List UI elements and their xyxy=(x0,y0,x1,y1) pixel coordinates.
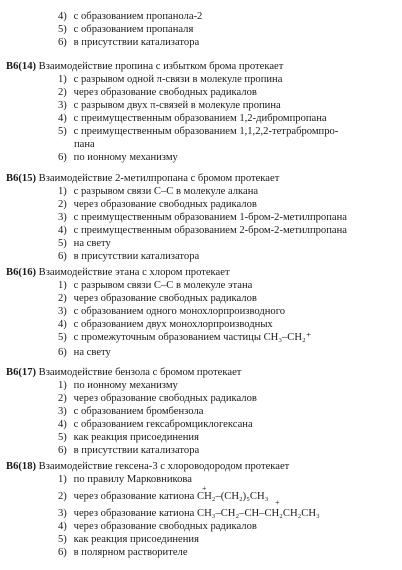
option: 4) с преимущественным образованием 1,2-дибромпропана xyxy=(58,113,327,124)
question-id: B6(18) xyxy=(6,461,37,472)
question-id: B6(16) xyxy=(6,267,37,278)
option: 4) с образованием гексабромциклогексана xyxy=(58,419,253,430)
option: 2) через образование свободных радикалов xyxy=(58,293,257,304)
option: 4) с преимущественным образованием 2-бром-2-метилпропана xyxy=(58,225,347,236)
option: 5) на свету xyxy=(58,238,111,249)
option: 5) с промежуточным образованием частицы CH₃–CH₂⁺ xyxy=(58,332,312,343)
option: 5) с образованием пропаналя xyxy=(58,24,194,35)
option: 5) как реакция присоединения xyxy=(58,534,199,545)
option: 6) в присутствии катализатора xyxy=(58,251,200,262)
cation-charge-mark: + xyxy=(202,484,207,493)
option-continuation: пана xyxy=(74,139,95,150)
question-id: B6(17) xyxy=(6,367,37,378)
question-stem: B6(17) Взаимодействие бензола с бромом протекает xyxy=(6,367,242,378)
option: 6) в присутствии катализатора xyxy=(58,445,200,456)
option: 6) на свету xyxy=(58,347,111,358)
option: 3) с разрывом двух π-связей в молекуле пропина xyxy=(58,100,281,111)
option: 1) по ионному механизму xyxy=(58,380,178,391)
option: 4) с образованием пропанола-2 xyxy=(58,11,203,22)
cation-charge-mark: + xyxy=(275,498,280,507)
option: 1) по правилу Марковникова xyxy=(58,474,192,485)
option: 3) с образованием одного монохлорпроизводного xyxy=(58,306,286,317)
question-id: B6(14) xyxy=(6,61,37,72)
option: 2) через образование свободных радикалов xyxy=(58,199,257,210)
option: 2) через образование свободных радикалов xyxy=(58,393,257,404)
question-stem: B6(14) Взаимодействие пропина с избытком брома протекает xyxy=(6,61,284,72)
option: 6) в полярном растворителе xyxy=(58,547,188,558)
option: 3) через образование катиона CH₃–CH₂–CH–CH₂CH₂CH₃ xyxy=(58,508,320,519)
option: 2) через образование свободных радикалов xyxy=(58,87,257,98)
question-stem: B6(16) Взаимодействие этана с хлором протекает xyxy=(6,267,230,278)
option: 2) через образование катиона CH₂–(CH₂)₅CH₃ xyxy=(58,491,269,502)
option: 4) через образование свободных радикалов xyxy=(58,521,257,532)
option: 6) по ионному механизму xyxy=(58,152,178,163)
question-id: B6(15) xyxy=(6,173,37,184)
option: 1) с разрывом связи С–С в молекуле этана xyxy=(58,280,253,291)
option: 3) с преимущественным образованием 1-бром-2-метилпропана xyxy=(58,212,347,223)
question-stem: B6(18) Взаимодействие гексена-3 с хлороводородом протекает xyxy=(6,461,290,472)
option: 4) с образованием двух монохлорпроизводных xyxy=(58,319,273,330)
option: 1) с разрывом одной π-связи в молекуле пропина xyxy=(58,74,283,85)
option: 3) с образованием бромбензола xyxy=(58,406,204,417)
option: 5) как реакция присоединения xyxy=(58,432,199,443)
option: 5) с преимущественным образованием 1,1,2,2-тетрабромпро- xyxy=(58,126,339,137)
option: 1) с разрывом связи С–С в молекуле алкана xyxy=(58,186,259,197)
option: 6) в присутствии катализатора xyxy=(58,37,200,48)
question-stem: B6(15) Взаимодействие 2-метилпропана с бромом протекает xyxy=(6,173,280,184)
